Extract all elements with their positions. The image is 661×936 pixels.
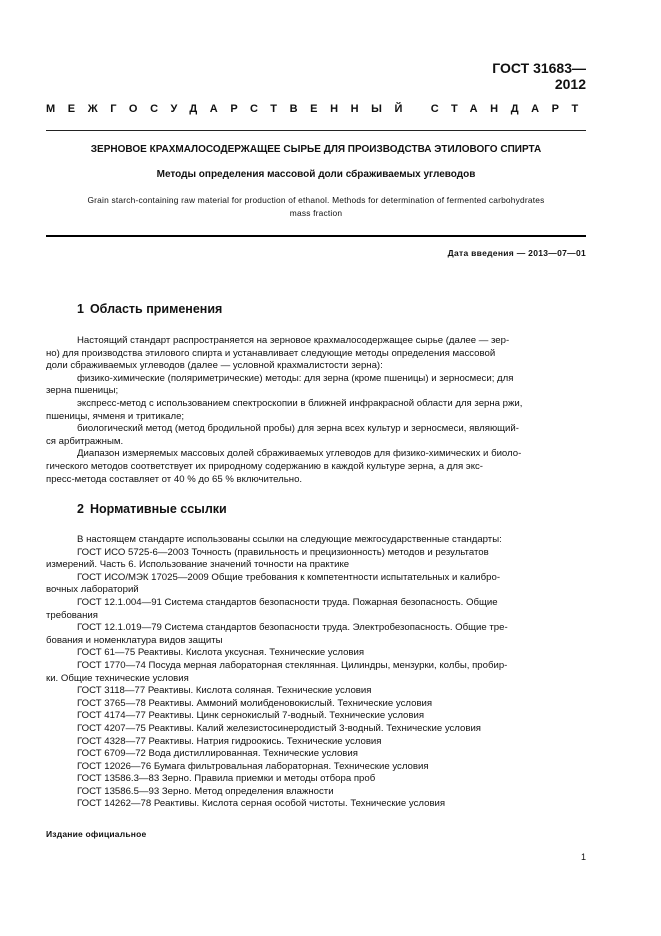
official-edition-note: Издание официальное	[46, 829, 147, 839]
body-line: Настоящий стандарт распространяется на зерновое крахмалосодержащее сырье (далее — зер-	[77, 335, 510, 346]
body-line: В настоящем стандарте использованы ссылки на следующие межгосударственные стандарты:	[77, 534, 502, 545]
body-line: но) для производства этилового спирта и устанавливает следующие методы определения массовой	[46, 347, 496, 359]
reference-line: ГОСТ 61—75 Реактивы. Кислота уксусная. Технические условия	[77, 647, 365, 659]
document-title: ЗЕРНОВОЕ КРАХМАЛОСОДЕРЖАЩЕЕ СЫРЬЕ ДЛЯ ПРОИЗВОДСТВА ЭТИЛОВОГО СПИРТА	[90, 144, 542, 155]
page-number: 1	[580, 852, 586, 862]
english-title-line: Grain starch-containing raw material for production of ethanol. Methods for determination of fermented carbohydrates	[87, 195, 545, 205]
body-line: ся арбитражным.	[46, 435, 124, 447]
body-line: пресс-метода составляет от 40 % до 65 % включительно.	[46, 473, 303, 485]
reference-line: ГОСТ ИСО 5725-6—2003 Точность (правильность и прецизионность) методов и результатов	[77, 546, 489, 558]
reference-line: ки. Общие технические условия	[46, 672, 189, 684]
body-line: Диапазон измеряемых массовых долей сбраживаемых углеводов для физико-химических и биоло-	[77, 448, 522, 460]
reference-line: ГОСТ ИСО/МЭК 17025—2009 Общие требования к компетентности испытательных и калибро-	[77, 571, 501, 583]
reference-line: ГОСТ 13586.5—93 Зерно. Метод определения влажности	[77, 785, 334, 797]
reference-line: ГОСТ 3765—78 Реактивы. Аммоний молибденовокислый. Технические условия	[77, 697, 433, 709]
reference-line: ГОСТ 1770—74 Посуда мерная лабораторная стеклянная. Цилиндры, мензурки, колбы, пробир-	[77, 659, 508, 671]
section-title: Нормативные ссылки	[89, 502, 227, 516]
reference-line: ГОСТ 6709—72 Вода дистиллированная. Технические условия	[77, 748, 358, 760]
section-1-body	[46, 335, 586, 486]
reference-line: ГОСТ 13586.3—83 Зерно. Правила приемки и методы отбора проб	[77, 773, 376, 785]
reference-line: ГОСТ 4174—77 Реактивы. Цинк сернокислый 7-водный. Технические условия	[77, 710, 425, 722]
reference-line: бования и номенклатура видов защиты	[46, 634, 223, 646]
section-number: 2	[77, 502, 84, 516]
reference-line: ГОСТ 4328—77 Реактивы. Натрия гидроокись. Технические условия	[77, 735, 382, 747]
section-1-heading	[77, 302, 222, 316]
reference-line: требования	[46, 609, 98, 621]
header-divider	[46, 130, 586, 131]
introduction-date: Дата введения — 2013—07—01	[447, 248, 586, 258]
section-2-body	[46, 534, 586, 811]
section-number: 1	[77, 302, 84, 316]
document-number: ГОСТ 31683—2012	[492, 60, 586, 92]
body-line: биологический метод (метод бродильной пробы) для зерна всех культур и зерносмеси, являющий-	[77, 423, 519, 435]
reference-line: ГОСТ 3118—77 Реактивы. Кислота соляная. Технические условия	[77, 685, 372, 697]
body-line: экспресс-метод с использованием спектроскопии в ближней инфракрасной области для зерна ржи,	[77, 397, 523, 409]
body-line: доли сбраживаемых углеводов (далее — условной крахмалистости зерна):	[46, 360, 383, 372]
english-title-line: mass fraction	[289, 208, 343, 218]
interstate-standard-banner: МЕЖГОСУДАРСТВЕННЫЙ СТАНДАРТ	[46, 103, 591, 115]
body-line: зерна пшеницы;	[46, 385, 119, 397]
title-divider	[46, 235, 586, 237]
reference-line: ГОСТ 12026—76 Бумага фильтровальная лабораторная. Технические условия	[77, 760, 429, 772]
english-title	[46, 194, 586, 220]
reference-line: измерений. Часть 6. Использование значений точности на практике	[46, 559, 350, 571]
reference-line: ГОСТ 14262—78 Реактивы. Кислота серная особой чистоты. Технические условия	[77, 798, 446, 810]
body-line: пшеницы, ячменя и тритикале;	[46, 410, 185, 422]
reference-line: ГОСТ 12.1.004—91 Система стандартов безопасности труда. Пожарная безопасность. Общие	[77, 596, 498, 608]
reference-line: вочных лабораторий	[46, 584, 139, 596]
section-title: Область применения	[89, 302, 223, 316]
reference-line: ГОСТ 12.1.019—79 Система стандартов безопасности труда. Электробезопасность. Общие тре-	[77, 622, 508, 634]
document-subtitle: Методы определения массовой доли сбраживаемых углеводов	[156, 169, 476, 180]
reference-line: ГОСТ 4207—75 Реактивы. Калий железистосинеродистый 3-водный. Технические условия	[77, 722, 482, 734]
body-line: физико-химические (поляриметрические) методы: для зерна (кроме пшеницы) и зерносмеси; для	[77, 372, 514, 384]
section-2-heading	[77, 502, 227, 516]
body-line: гического методов соответствует их природному содержанию в каждой культуре зерна, а для экс-	[46, 460, 483, 472]
